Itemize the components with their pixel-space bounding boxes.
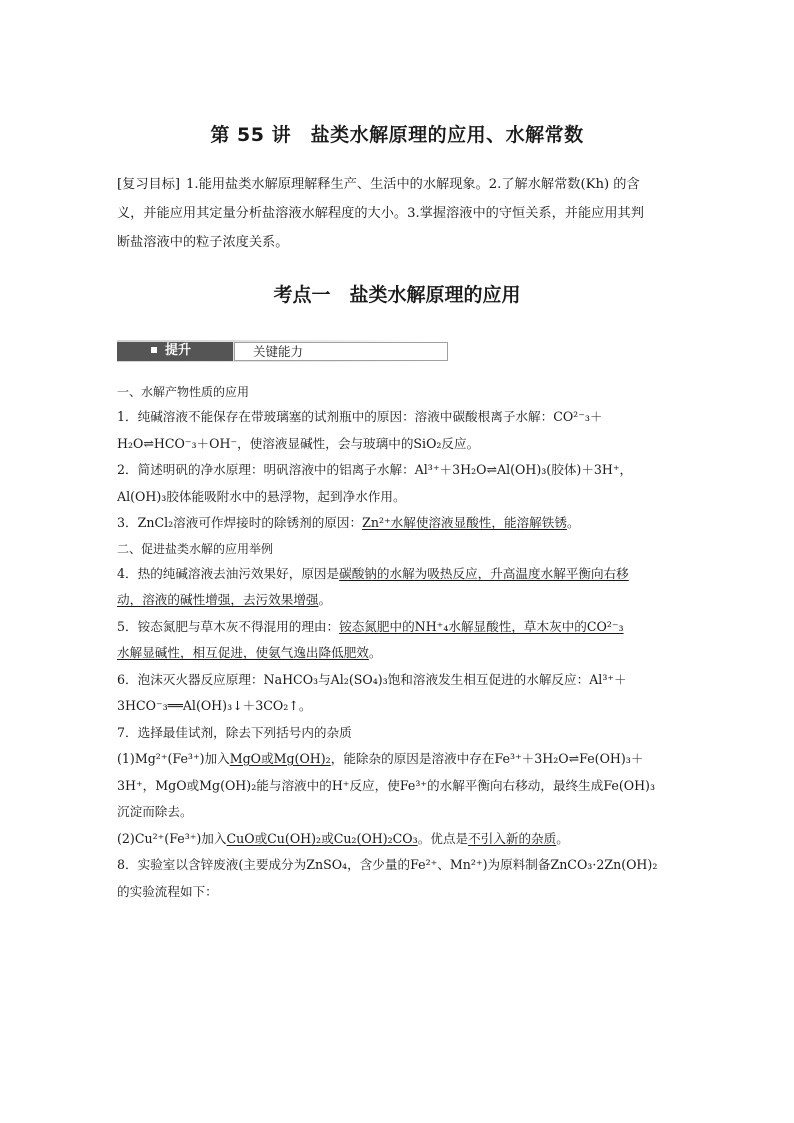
- text-line: [117, 404, 679, 431]
- text-segment: 1．纯碱溶液不能保存在带玻璃塞的试剂瓶中的原因：溶液中碳酸根离子水解：CO²⁻₃＋: [117, 409, 603, 424]
- goals-line-2: 义，并能应用其定量分析盐溶液水解程度的大小。3.掌握溶液中的守恒关系，并能应用其判: [117, 206, 644, 221]
- text-line: [117, 431, 679, 458]
- section-title: 考点一 盐类水解原理的应用: [273, 284, 521, 306]
- text-segment: (1)Mg²⁺(Fe³⁺)加入: [117, 751, 230, 766]
- text-segment: 5．铵态氮肥与草木灰不得混用的理由：: [117, 618, 340, 634]
- text-line: [117, 852, 679, 879]
- text-line: [117, 826, 679, 853]
- text-segment: H₂O⇌HCO⁻₃＋OH⁻，使溶液显碱性，会与玻璃中的SiO₂反应。: [117, 435, 480, 451]
- text-segment: 2．简述明矾的净水原理：明矾溶液中的铝离子水解：Al³⁺＋3H₂O⇌Al(OH)₃(胶体)＋3H⁺，: [117, 462, 633, 477]
- text-segment: 4．热的纯碱溶液去油污效果好，原因是: [117, 565, 340, 581]
- text-line: [117, 693, 679, 720]
- text-line: [117, 879, 679, 906]
- lecture-title: 第 55 讲 盐类水解原理的应用、水解常数: [210, 124, 584, 146]
- text-segment: 。: [318, 592, 332, 607]
- answer-underline: 碳酸钠的水解为吸热反应，升高温度水解平衡向右移: [339, 565, 629, 581]
- answer-underline: MgO或Mg(OH)₂: [229, 751, 331, 766]
- text-segment: 二、促进盐类水解的应用举例: [117, 541, 274, 556]
- answer-underline: 动，溶液的碱性增强，去污效果增强: [117, 592, 319, 607]
- subheading: [117, 537, 679, 561]
- text-line: [117, 773, 679, 800]
- text-segment: (2)Cu²⁺(Fe³⁺)加入: [117, 830, 227, 846]
- answer-underline: CuO或Cu(OH)₂或Cu₂(OH)₂CO₃: [226, 830, 418, 846]
- text-segment: 。: [566, 515, 580, 530]
- text-line: [117, 746, 679, 773]
- text-segment: 。: [556, 830, 569, 846]
- text-line: [117, 667, 679, 694]
- text-line: [117, 510, 679, 537]
- subheading: [117, 380, 679, 404]
- answer-underline: 铵态氮肥中的NH⁺₄水解显酸性，草木灰中的CO²⁻₃: [339, 618, 624, 634]
- answer-underline: 不引入新的杂质: [468, 830, 557, 846]
- text-line: [117, 799, 679, 826]
- text-segment: 8．实验室以含锌废液(主要成分为ZnSO₄，含少量的Fe²⁺、Mn²⁺)为原料制备ZnCO₃·2Zn(OH)₂: [117, 857, 658, 872]
- skill-banner: [117, 340, 430, 364]
- text-line: [117, 457, 679, 484]
- text-line: [117, 614, 679, 641]
- square-bullet-icon: [151, 347, 157, 353]
- banner-label-key-ability: 关键能力: [253, 344, 304, 359]
- goals-tag: [复习目标]: [117, 177, 181, 192]
- goals-line-1: 1.能用盐类水解原理解释生产、生活中的水解现象。2.了解水解常数(Kh) 的含: [186, 177, 640, 192]
- text-line: [117, 561, 679, 588]
- text-segment: Al(OH)₃胶体能吸附水中的悬浮物，起到净水作用。: [117, 488, 406, 504]
- text-segment: 3．ZnCl₂溶液可作焊接时的除锈剂的原因：: [117, 515, 363, 530]
- text-line: [117, 484, 679, 511]
- body-text: [117, 380, 679, 905]
- text-segment: ，能除杂的原因是溶液中存在Fe³⁺＋3H₂O⇌Fe(OH)₃＋: [330, 751, 644, 766]
- text-segment: 沉淀而除去。: [117, 804, 193, 819]
- text-line: [117, 640, 679, 667]
- text-segment: 3HCO⁻₃══Al(OH)₃↓＋3CO₂↑。: [117, 698, 312, 713]
- text-line: [117, 587, 679, 614]
- answer-underline: Zn²⁺水解使溶液显酸性，能溶解铁锈: [362, 515, 567, 530]
- text-segment: 的实验流程如下：: [117, 883, 218, 899]
- text-segment: 3H⁺，MgO或Mg(OH)₂能与溶液中的H⁺反应，使Fe³⁺的水解平衡向右移动，最终生成Fe(OH)₃: [117, 777, 656, 793]
- banner-label-improve: 提升: [165, 343, 192, 358]
- text-segment: 7．选择最佳试剂，除去下列括号内的杂质: [117, 724, 352, 740]
- goals-line-3: 断盐溶液中的粒子浓度关系。: [117, 235, 289, 250]
- review-goals: [117, 170, 679, 257]
- text-segment: 6．泡沫灭火器反应原理：NaHCO₃与Al₂(SO₄)₃饱和溶液发生相互促进的水解反应：Al³⁺＋: [117, 671, 627, 687]
- text-segment: 。优点是: [417, 830, 469, 846]
- text-segment: 。: [368, 645, 382, 660]
- answer-underline: 水解显碱性，相互促进，使氨气逸出降低肥效: [117, 645, 369, 660]
- text-line: [117, 720, 679, 747]
- text-segment: 一、水解产物性质的应用: [117, 385, 250, 399]
